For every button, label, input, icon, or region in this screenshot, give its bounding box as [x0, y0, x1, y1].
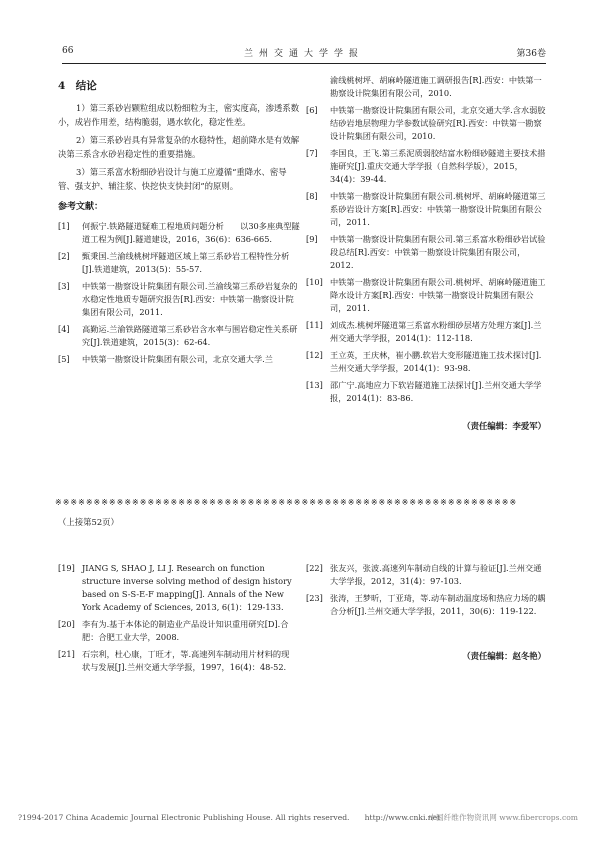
reference-text: 渝线桃树坪、胡麻岭隧道施工调研报告[R].西安：中铁第一勘察设计院集团有限公司，2010. [330, 75, 542, 98]
page-number: 66 [62, 46, 74, 56]
reference-item [306, 379, 546, 405]
reference-item [58, 250, 300, 276]
reference-number: [11] [306, 320, 323, 330]
reference-text: 李国良，王飞.第三系泥质弱胶结富水粉细砂隧道主要技术措施研究[J].重庆交通大学学报（自然科学版），2015，34(4)：39-44. [330, 148, 546, 184]
reference-item [306, 562, 546, 588]
reference-text: 邵广宁.高地应力下软岩隧道施工法探讨[J].兰州交通大学学报，2014(1)：83-86. [330, 380, 542, 403]
reference-item [306, 319, 546, 345]
reference-text: 张友兴，张波.高速列车制动自线的计算与验证[J].兰州交通大学学报，2012，31(4)：97-103. [330, 563, 542, 586]
watermark: 中国纤维作物资讯网 www.fibercrops.com [428, 813, 578, 822]
right-column [306, 74, 546, 409]
reference-number: [13] [306, 380, 323, 390]
reference-text: 中铁第一勘察设计院集团有限公司，北京交通大学.含水弱胶结砂岩地层物理力学参数试验研究[R].西安：中铁第一勘察设计院集团有限公司，2010. [330, 105, 546, 141]
reference-number: [3] [58, 281, 70, 291]
reference-number: [1] [58, 221, 70, 231]
reference-item [306, 276, 546, 315]
reference-item [58, 280, 300, 319]
conclusion-paragraph: 1）第三系砂岩颗粒组成以粉细粒为主，密实度高，渗透系数小，成岩作用差，结构脆弱，遇水软化，稳定性差。 [58, 103, 300, 127]
left-column [58, 80, 300, 370]
reference-text: 刘成杰.桃树坪隧道第三系富水粉细砂层堵方处理方案[J].兰州交通大学学报，2014(1)：112-118. [330, 320, 542, 343]
reference-number: [12] [306, 350, 323, 360]
reference-number: [6] [306, 105, 318, 115]
header-rule [62, 63, 546, 64]
reference-number: [9] [306, 234, 318, 244]
reference-item [58, 353, 300, 366]
reference-text: JIANG S, SHAO J, LI J. Research on function structure inverse solving method of design history based on S-S-E-F mapping[J]. Annals of the New York Academy of Sciences, 2013, 6(1)：129-133. [82, 563, 292, 612]
conclusion-paragraph: 3）第三系富水粉细砂岩设计与施工应遵循“重降水、密导管、强支护、辅注浆、快挖快支快封闭”的原则。 [58, 167, 287, 191]
reference-continuation [306, 74, 546, 100]
reference-number: [2] [58, 251, 70, 261]
reference-text: 中铁第一勘察设计院集团有限公司.第三系富水粉细砂岩试验段总结[R].西安：中铁第一勘察设计院集团有限公司，2012. [330, 234, 546, 270]
responsible-editor: （责任编辑：赵冬艳） [462, 651, 546, 661]
reference-text: 李有为.基于本体论的制造业产品设计知识重用研究[D].合肥：合肥工业大学，2008. [82, 619, 289, 642]
reference-text: 中铁第一勘察设计院集团有限公司.兰渝线第三系砂岩复杂的水稳定性地质专题研究报告[R].西安：中铁第一勘察设计院集团有限公司，2011. [82, 281, 298, 317]
reference-number: [21] [58, 649, 75, 659]
copyright-notice: ?1994-2017 China Academic Journal Electronic Publishing House. All rights reserved. http://www.cnki.net [18, 813, 441, 822]
reference-item [306, 592, 546, 618]
reference-item [306, 190, 546, 229]
reference-number: [5] [58, 354, 70, 364]
reference-text: 张涛，王梦昕，丁亚琦，等.动车制动温度场和热应力场的耦合分析[J].兰州交通大学学报，2011，30(6)：119-122. [330, 593, 546, 616]
bottom-left-column [58, 562, 296, 678]
journal-title: 兰州交通大学学报 [243, 49, 364, 59]
bottom-right-column [306, 562, 546, 622]
page-footer [18, 812, 578, 823]
page-header [62, 46, 546, 64]
reference-number: [7] [306, 148, 318, 158]
reference-text: 石宗利，杜心康，丁旺才，等.高速列车制动用片材料的现状与发展[J].兰州交通大学学报，1997，16(4)：48-52. [82, 649, 290, 672]
reference-text: 高勤运.兰渝铁路隧道第三系砂岩含水率与围岩稳定性关系研究[J].铁道建筑，2015(3)：62-64. [82, 324, 298, 347]
reference-item [306, 233, 546, 272]
section-title-conclusion: 4 结论 [58, 80, 97, 92]
reference-number: [4] [58, 324, 70, 334]
references-title: 参考文献： [58, 202, 104, 212]
reference-number: [22] [306, 563, 323, 573]
reference-item [306, 349, 546, 375]
reference-item [306, 104, 546, 143]
conclusion-paragraph: 2）第三系砂岩具有异常复杂的水稳特性，超前降水是有效解决第三系含水砂岩稳定性的重要措施。 [58, 135, 300, 159]
reference-number: [20] [58, 619, 75, 629]
reference-text: 中铁第一勘察设计院集团有限公司.桃树坪、胡麻岭隧道第三系砂岩设计方案[R].西安：中铁第一勘察设计院集团有限公司，2011. [330, 191, 546, 227]
divider-stars: ※※※※※※※※※※※※※※※※※※※※※※※※※※※※※※※※※※※※※※※※※※※※※※※※※※※※※※※※※※※※ [55, 498, 518, 507]
reference-number: [23] [306, 593, 323, 603]
reference-number: [19] [58, 563, 75, 573]
reference-number: [10] [306, 277, 323, 287]
reference-item [58, 220, 300, 246]
reference-text: 何振宁.铁路隧道疑难工程地质问题分析 以30多座典型隧道工程为例[J].隧道建设，2016，36(6)：636-665. [82, 221, 300, 244]
volume-label: 第36卷 [516, 49, 546, 59]
reference-text: 王立英，王庆林，崔小鹏.软岩大变形隧道施工技术探讨[J].兰州交通大学学报，2014(1)：93-98. [330, 350, 542, 373]
reference-item [58, 648, 296, 674]
reference-text: 中铁第一勘察设计院集团有限公司.桃树坪、胡麻岭隧道施工降水设计方案[R].西安：中铁第一勘察设计院集团有限公司，2011. [330, 277, 546, 313]
reference-item [58, 618, 296, 644]
reference-item [306, 147, 546, 186]
reference-number: [8] [306, 191, 318, 201]
reference-item [58, 562, 296, 614]
continued-from-note: （上接第52页） [58, 517, 119, 527]
reference-text: 中铁第一勘察设计院集团有限公司，北京交通大学.兰 [82, 354, 273, 364]
responsible-editor: （责任编辑：李爱军） [462, 421, 546, 431]
reference-text: 甄秉国.兰渝线桃树坪隧道区域上第三系砂岩工程特性分析[J].铁道建筑，2013(5)：55-57. [82, 251, 290, 274]
reference-item [58, 323, 300, 349]
